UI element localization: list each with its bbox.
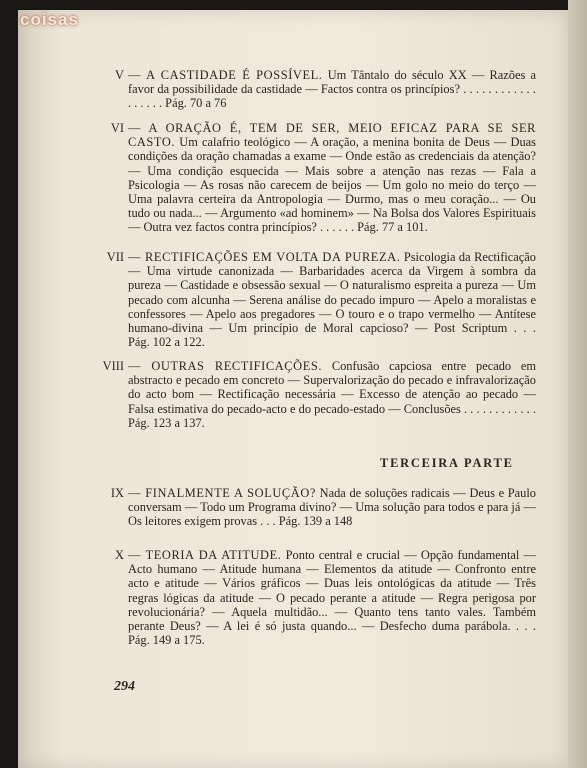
page-reference: Pág. 123 a 137. — [128, 415, 205, 430]
section-heading: TERCEIRA PARTE — [380, 456, 514, 470]
chapter-title: — FINALMENTE A SOLUÇÃO? — [128, 486, 316, 500]
chapter-number: VIII — [102, 359, 124, 373]
chapter-number: V — [115, 68, 124, 82]
page-reference: Pág. 77 a 101. — [357, 220, 428, 235]
page-reference: Pág. 102 a 122. — [128, 335, 205, 350]
chapter-summary: Um Tântalo do século XX — Razões a favor da possibilidade da castidade — Factos contra os princípios? . . . . . . . . . . . . . . . . . . — [128, 68, 536, 111]
chapter-title: — A ORAÇÃO É, TEM DE SER, MEIO EFICAZ PARA SE SER CASTO. — [128, 121, 536, 150]
page-edge — [568, 0, 587, 768]
toc-entry-ix — [110, 486, 536, 529]
chapter-number: VII — [106, 250, 124, 264]
toc-entry-vi — [110, 121, 536, 235]
page-number: 294 — [114, 679, 135, 694]
chapter-summary: Um calafrio teológico — A oração, a menina bonita de Deus — Duas condições da oração chamadas a exame — Onde estão as credenciais da atenção? — Uma condição esquecida — Mais sobre a atenção nas rezas — Fala a Psicologia — As rosas não carecem de beijos — Um golo no meio do terço — Uma palavra certeira da Antropologia — Durmo, mas o meu coração... — Ou tudo ou nada... — Argumento «ad hominem» — Na Bolsa dos Valores Espirituais — Outra vez factos contra princípios? . . . . . . — [128, 135, 536, 235]
chapter-title: — A CASTIDADE É POSSÍVEL. — [128, 68, 323, 82]
chapter-number: X — [115, 548, 124, 562]
chapter-summary: Confusão capciosa entre pecado em abstracto e pecado em concreto — Supervalorização do pecado e infravalorização do acto bom — Rectificação necessária — Excesso de atenção ao pecado — Falsa estimativa do pecado-acto e do pecado-estado — Conclusões . . . . . . . . . . . . — [128, 359, 537, 416]
toc-entry-vii — [106, 250, 536, 350]
chapter-summary: Nada de soluções radicais — Deus e Paulo conversam — Todo um Programa divino? — Uma solução para todos e para já — Os leitores exigem provas . . . — [128, 486, 536, 529]
chapter-title: — OUTRAS RECTIFICAÇÕES. — [128, 359, 323, 373]
toc-entry-v — [115, 68, 536, 111]
chapter-summary: Ponto central e crucial — Opção fundamental — Acto humano — Atitude humana — Elementos da atitude — Confronto entre acto e atitude — Vários gráficos — Duas leis ontológicas da atitude — Três regras lógicas da atitude — O pecado perante a atitude — Regra perigosa por revolucionária? — Aquela multidão... — Quanto tens tanto vales. Também perante Deus? — A lei é só justa quando... — Desfecho duma parábola. . . . — [128, 548, 536, 634]
page-reference: Pág. 149 a 175. — [128, 633, 205, 648]
chapter-number: IX — [110, 486, 124, 500]
toc-entry-viii — [102, 359, 537, 430]
chapter-number: VI — [110, 121, 124, 135]
page-reference: Pág. 70 a 76 — [165, 96, 227, 111]
chapter-summary: Psicologia da Rectificação — Uma virtude canonizada — Barbaridades acerca da Virgem à sombra da pureza — Castidade e obsessão sexual — O naturalismo espreita a pureza — Um pecado com alcunha — Serena análise do pecado impuro — Apelo a moralistas e confessores — Apelo aos pregadores — O touro e o trapo vermelho — Antítese humano-divina — Um princípio de Moral capcioso? — Post Scriptum . . . — [128, 250, 536, 336]
watermark-logo: coisas — [20, 10, 79, 29]
toc-entry-x — [115, 548, 536, 648]
page-reference: Pág. 139 a 148 — [278, 514, 353, 529]
chapter-title: — TEORIA DA ATITUDE. — [128, 548, 282, 562]
chapter-title: — RECTIFICAÇÕES EM VOLTA DA PUREZA. — [128, 250, 401, 264]
